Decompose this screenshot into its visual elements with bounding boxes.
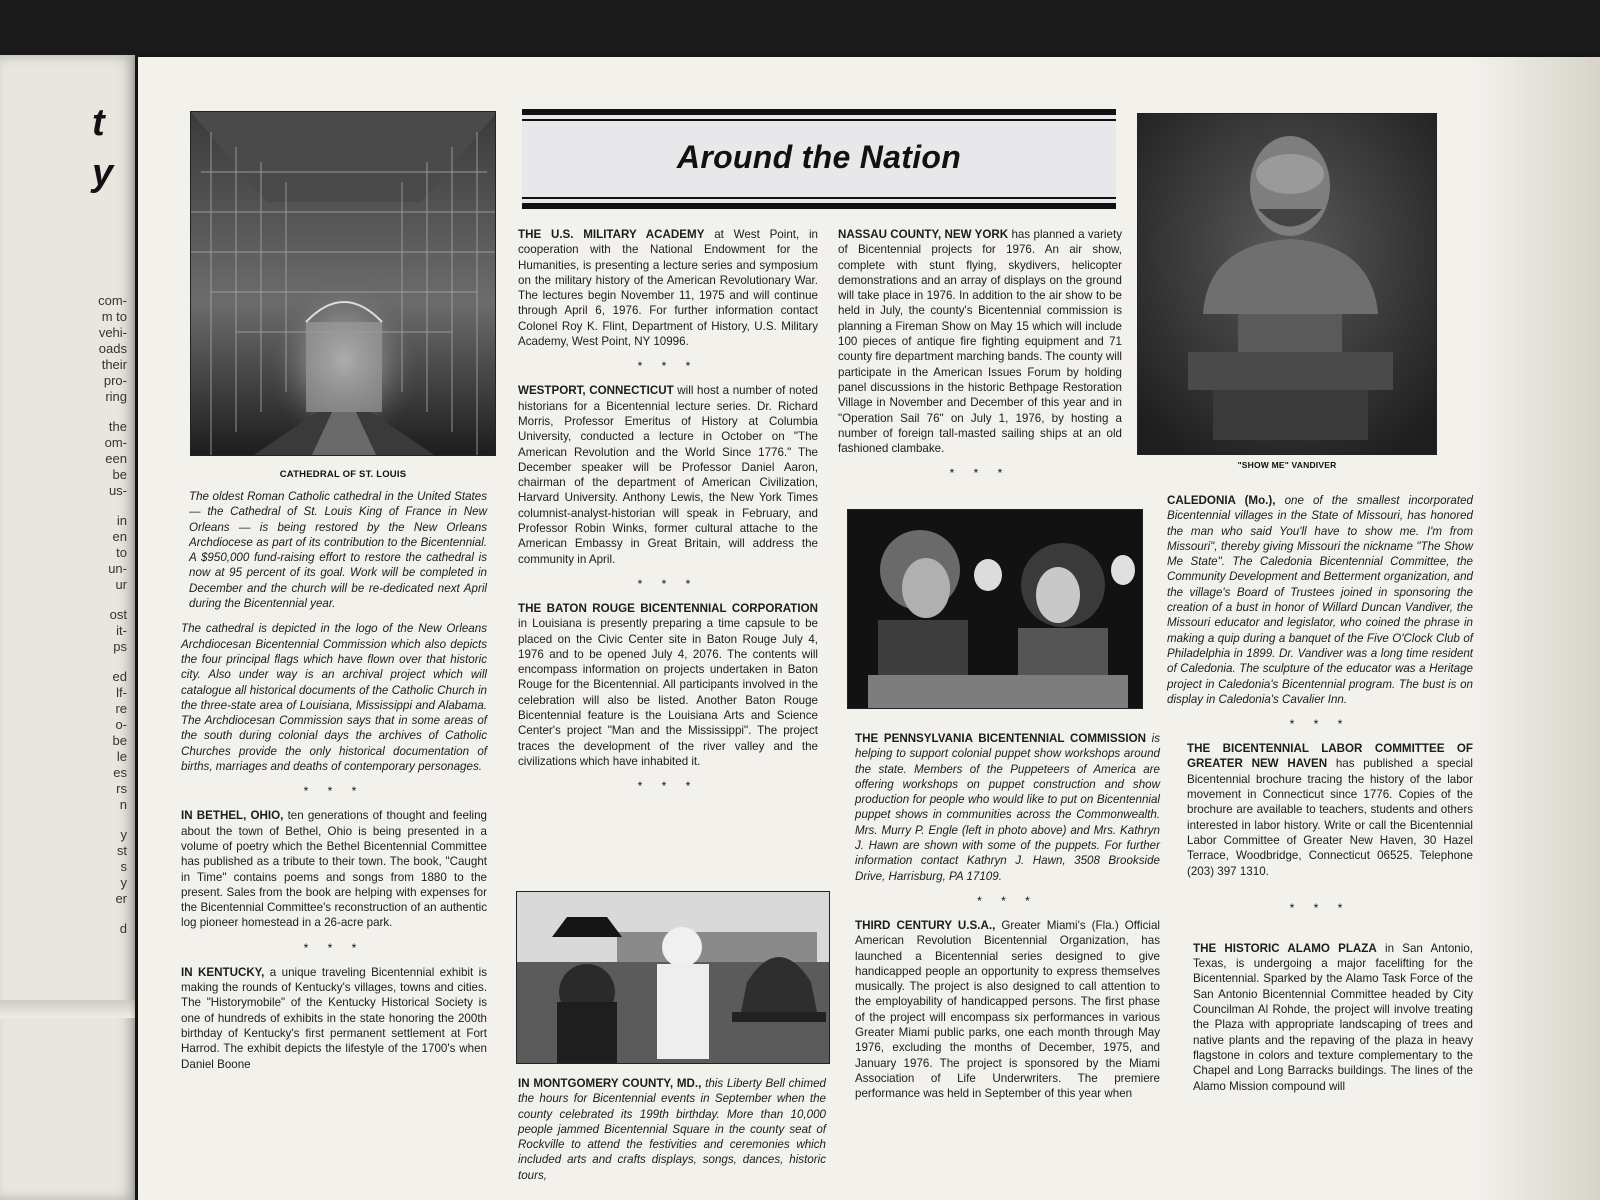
pennsylvania-text: is helping to support colonial puppet show workshops around the state. Members of the Puppeteers of America are offering workshops on puppet construction and show production for people who would like to put on Bicentennial puppet shows in communities across the Commonwealth. Mrs. Murry P. Engle (left in photo above) and Mrs. Kathryn J. Hawn are shown with some of the puppets. For further information contact Kathryn J. Hawn, 3508 Brookside Drive, Harrisburg, PA 17109. bbox=[855, 732, 1161, 883]
military-academy-lead: THE U.S. MILITARY ACADEMY bbox=[518, 228, 705, 241]
left-page-glyph-y: y bbox=[92, 152, 114, 194]
header-rule-bottom bbox=[522, 197, 1116, 199]
left-page-fragment: ost bbox=[109, 607, 127, 622]
bethel-paragraph bbox=[181, 808, 487, 930]
left-page-fragment: the bbox=[108, 419, 127, 434]
left-page-fragment: ur bbox=[115, 577, 127, 592]
baton-rouge-lead: THE BATON ROUGE BICENTENNIAL CORPORATION bbox=[518, 601, 818, 615]
left-page-fragment: y bbox=[120, 875, 127, 890]
left-page-fragment: n bbox=[119, 797, 127, 812]
column-2 bbox=[518, 227, 818, 803]
bethel-text: ten generations of thought and feeling about the town of Bethel, Ohio is being presented in a volume of poetry which the Bethel Bicentennial Committee has published as a tribute to their town. The book, "Caught in Time" contains poems and songs from 1880 to the present. Sales from the book are helping with expenses for the Bicentennial Committee's reconstruction of an authentic log pioneer homestead in a 26-acre park. bbox=[181, 809, 487, 930]
left-page-fragment: y bbox=[120, 827, 127, 842]
vandiver-caption: "SHOW ME" VANDIVER bbox=[1237, 460, 1337, 470]
westport-paragraph bbox=[518, 383, 818, 567]
left-page-fragment: s bbox=[120, 859, 127, 874]
montgomery-lead: IN MONTGOMERY COUNTY, MD., bbox=[518, 1077, 702, 1090]
left-facing-page bbox=[0, 55, 135, 1200]
column-4 bbox=[1167, 493, 1473, 1094]
kentucky-lead: IN KENTUCKY, bbox=[181, 965, 265, 979]
left-page-fragment: com- bbox=[98, 293, 127, 308]
labor-committee-lead: THE BICENTENNIAL LABOR COMMITTEE OF GREATER NEW HAVEN bbox=[1187, 742, 1473, 771]
column-3 bbox=[838, 227, 1122, 490]
baton-rouge-paragraph bbox=[518, 601, 818, 769]
nassau-paragraph bbox=[838, 227, 1122, 456]
section-divider: * * * bbox=[637, 359, 699, 374]
left-page-fragment: their bbox=[101, 357, 127, 372]
left-page-fragment: le bbox=[116, 749, 127, 764]
left-page-fragment: vehi- bbox=[98, 325, 127, 340]
section-divider: * * * bbox=[977, 893, 1038, 908]
third-century-paragraph bbox=[855, 918, 1160, 1102]
left-page-fragment: es bbox=[113, 765, 127, 780]
westport-text: will host a number of noted historians for a Bicentennial lecture series. Dr. Richard Morris, Professor Emeritus of History at Columbia University, conducted a lecture in October on "The American Revolution and the World Since 1776." The December speaker will be Professor Daniel Aaron, chairman of the department of American Civilization, Harvard University. Anthony Lewis, the New York Times columnist-analyst-historian will speak in February, and Professor Robin Winks, former cultural attache to the American Embassy in Great Britain, will address the community in April. bbox=[518, 384, 818, 566]
left-page-fragment: een bbox=[105, 451, 127, 466]
left-page-fragment: d bbox=[119, 921, 127, 936]
caledonia-paragraph bbox=[1167, 493, 1473, 707]
column-3-lower bbox=[855, 731, 1160, 1102]
military-academy-text: at West Point, in cooperation with the National Endowment for the Humanities, is presenting a lecture series and symposium on the military history of the American Revolutionary War. The lectures begin November 11, 1975 and will continue through April 6, 1976. For further information contact Colonel Roy K. Flint, Department of History, U.S. Military Academy, West Point, NY 10996. bbox=[518, 228, 818, 349]
labor-committee-text: has published a special Bicentennial brochure tracing the history of the labor movement in Connecticut since 1776. Copies of the brochure are available to teachers, students and others interested in labor history. Write or call the Bicentennial Labor Committee of Greater New Haven, 30 Hazel Terrace, Woodbridge, Connecticut 06525. Telephone (203) 397 1310. bbox=[1187, 757, 1473, 878]
left-page-fragment: un- bbox=[108, 561, 127, 576]
left-page-fragment: en bbox=[112, 529, 127, 544]
left-page-fragment: us- bbox=[108, 483, 127, 498]
header-rule-top bbox=[522, 119, 1116, 121]
left-page-fragment: m to bbox=[101, 309, 127, 324]
page-edge bbox=[1470, 57, 1600, 1200]
page-title: Around the Nation bbox=[676, 139, 962, 175]
section-header bbox=[522, 109, 1116, 209]
cathedral-logo-paragraph: The cathedral is depicted in the logo of the New Orleans Archdiocesan Bicentennial Commission which also depicts the four principal flags which have flown over that historic city. Also under way is an archival project which will catalogue all historical documents of the Catholic Church in the three-state area of Louisiana, Mississippi and Alabama. The Archdiocesan Commission says that in some areas of the south during colonial days the archives of Catholic Churches provide the only historical documentation of births, marriages and deaths of contemporary personages. bbox=[181, 622, 487, 774]
left-page-fragment: er bbox=[115, 891, 127, 906]
third-century-lead: THIRD CENTURY U.S.A., bbox=[855, 918, 996, 932]
alamo-text: in San Antonio, Texas, is undergoing a major facelifting for the Bicentennial. Sparked by the Alamo Task Force of the San Antonio Bicentennial Committee headed by City Councilman Al Rohde, the project will involve treating the Plaza with appropriate landscaping of trees and native plants and the repaving of the plaza in heavy flagstone in colors and texture complementary to the Chapel and Long Barracks buildings. The lines of the Alamo Mission compound will bbox=[1193, 941, 1473, 1093]
section-divider: * * * bbox=[637, 779, 699, 794]
left-page-fragment: rs bbox=[116, 781, 127, 796]
bethel-lead: IN BETHEL, OHIO, bbox=[181, 809, 284, 823]
pennsylvania-paragraph bbox=[855, 731, 1160, 884]
section-divider: * * * bbox=[949, 466, 1011, 481]
cathedral-paragraph: The oldest Roman Catholic cathedral in the United States — the Cathedral of St. Louis King of France in New Orleans — is being restored by the New Orleans Archdiocese as part of its contribution to the Bicentennial. A $950,000 fund-raising effort to restore the cathedral is now at 95 percent of its goal. Work will be completed in December and the church will be re-dedicated next April during the Bicentennial year. bbox=[189, 490, 487, 611]
section-divider: * * * bbox=[1289, 717, 1351, 732]
montgomery-block bbox=[518, 1076, 826, 1183]
section-divider: * * * bbox=[637, 576, 699, 591]
page-fold bbox=[0, 1000, 135, 1018]
left-page-fragment: o- bbox=[115, 717, 127, 732]
column-1 bbox=[181, 489, 487, 1072]
third-century-text: Greater Miami's (Fla.) Official American Revolution Bicentennial Organization, has launched a Bicentennial series designed to give handicapped people an opportunity to express themselves musically. The project is also designed to call attention to the employability of handicapped persons. The first phase of the project will encompass six performances in various Greater Miami public parks, one each month through May 1976, excluding the months of December, 1975, and January 1976. The project is sponsored by the Miami Association of Life Underwriters. The premiere performance was held in September of this year when bbox=[855, 918, 1161, 1101]
section-divider: * * * bbox=[303, 784, 365, 799]
vandiver-bust-photo bbox=[1137, 113, 1437, 455]
left-page-glyph-t: t bbox=[92, 102, 105, 144]
pennsylvania-lead: THE PENNSYLVANIA BICENTENNIAL COMMISSION bbox=[855, 732, 1146, 745]
left-page-fragment: re bbox=[115, 701, 127, 716]
caledonia-text: one of the smallest incorporated Bicentennial villages in the State of Missouri, has honored the man who said You'll have to show me. I'm from Missouri", thereby giving Missouri the nickname "The Show Me State". The Caledonia Bicentennial Committee, the Community Development and Betterment organization, and the village's Board of Trustees joined in sponsoring the creation of a bust in honor of Willard Duncan Vandiver, the Missouri educator and legislator, who coined the phrase in making a quip during a banquet of the Five O'Clock Club of Philadelphia in 1899. Dr. Vandiver was a long time resident of Caledonia. The sculpture of the educator was a Heritage project in Caledonia's Bicentennial program. The bust is on display in Caledonia's Cavalier Inn. bbox=[1167, 494, 1473, 706]
left-page-fragment: ps bbox=[113, 639, 127, 654]
kentucky-text: a unique traveling Bicentennial exhibit is making the rounds of Kentucky's villages, towns and cities. The "Historymobile" of the Kentucky Historical Society is one of hundreds of exhibits in the state honoring the 200th birthday of Kentucky's first permanent settlement at Fort Harrod. The exhibit depicts the lifestyle of the 1700's when Daniel Boone bbox=[181, 965, 487, 1071]
section-divider: * * * bbox=[1289, 900, 1351, 915]
cathedral-caption: CATHEDRAL OF ST. LOUIS bbox=[279, 469, 407, 480]
montgomery-text: this Liberty Bell chimed the hours for Bicentennial events in September when the county celebrated its 199th birthday. More than 10,000 people jammed Bicentennial Square in the county seat of Rockville to attend the festivities and ceremonies which included arts and crafts displays, songs, dances, historic tours, bbox=[518, 1077, 826, 1182]
military-academy-paragraph bbox=[518, 227, 818, 349]
section-divider: * * * bbox=[303, 940, 365, 955]
left-page-fragment: it- bbox=[116, 623, 127, 638]
labor-committee-paragraph bbox=[1167, 741, 1473, 879]
left-page-fragment: oads bbox=[98, 341, 127, 356]
left-page-fragment: be bbox=[112, 733, 127, 748]
left-page-fragment: st bbox=[116, 843, 127, 858]
left-page-fragment: in bbox=[116, 513, 127, 528]
left-page-fragment: om- bbox=[104, 435, 127, 450]
alamo-paragraph bbox=[1167, 941, 1473, 1094]
kentucky-paragraph bbox=[181, 965, 487, 1072]
cathedral-photo bbox=[190, 111, 496, 456]
baton-rouge-text: in Louisiana is presently preparing a time capsule to be placed on the Civic Center site in Baton Rouge July 4, 1976 and to be opened July 4, 2076. The contents will encompass information on projects undertaken in Baton Rouge for the Bicentennial. All participants involved in the celebration will also be listed. Another Baton Rouge Bicentennial feature is the Louisiana Arts and Science Center's project "Man and the Mississippi". The project traces the development of the river valley and the civilizations which have inhabited it. bbox=[518, 617, 818, 768]
liberty-bell-photo bbox=[516, 891, 830, 1064]
caledonia-lead: CALEDONIA (Mo.), bbox=[1167, 494, 1276, 507]
left-page-fragment: to bbox=[116, 545, 127, 560]
left-page-fragment: ed bbox=[112, 669, 127, 684]
nassau-lead: NASSAU COUNTY, NEW YORK bbox=[838, 228, 1009, 241]
montgomery-paragraph bbox=[518, 1076, 826, 1183]
left-page-fragment: be bbox=[112, 467, 127, 482]
left-page-fragment: pro- bbox=[103, 373, 127, 388]
left-page-fragment: lf- bbox=[116, 685, 127, 700]
left-page-fragment: ring bbox=[105, 389, 127, 404]
alamo-lead: THE HISTORIC ALAMO PLAZA bbox=[1193, 941, 1377, 955]
nassau-text: has planned a variety of Bicentennial projects for 1976. An air show, complete with stunt flying, skydivers, helicopter demonstrations and an array of displays on the ground will take place in 1976. In addition to the air show to be held in July, the county's Bicentennial commission is planning a Fireman Show on May 15 which will include 100 pieces of antique fire fighting equipment and 71 county fire department marching bands. The county will participate in the American Issues Forum by holding panel discussions in the historic Bethpage Restoration Village in November and December of this year and in "Operation Sail 76" on July 1, 1976, by hosting a number of foreign tall-masted sailing ships at an old fashioned clambake. bbox=[838, 228, 1123, 456]
westport-lead: WESTPORT, CONNECTICUT bbox=[518, 384, 674, 398]
puppet-workshop-photo bbox=[847, 509, 1143, 709]
